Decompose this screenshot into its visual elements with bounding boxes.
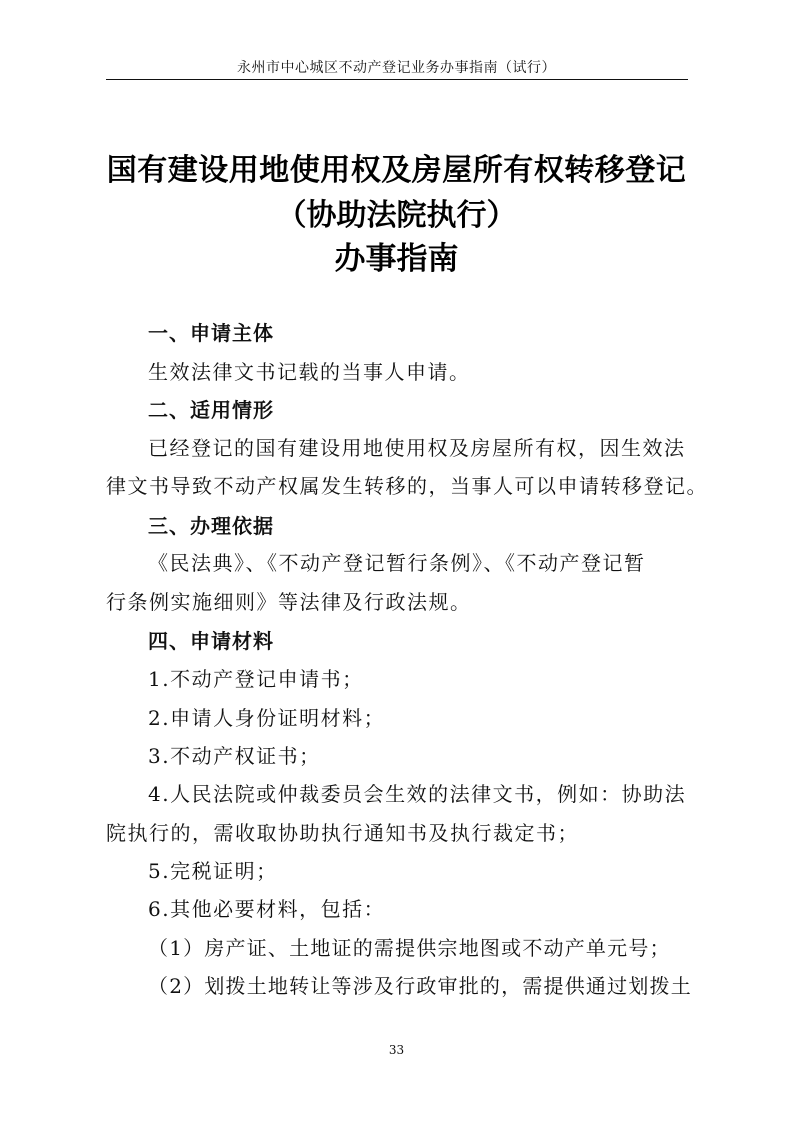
list-item: （2）划拨土地转让等涉及行政审批的，需提供通过划拨土 bbox=[148, 974, 692, 998]
body-line: 行条例实施细则》等法律及行政法规。 bbox=[106, 590, 472, 614]
document-title-line-1: 国有建设用地使用权及房屋所有权转移登记 bbox=[106, 153, 687, 188]
body-line: 律文书导致不动产权属发生转移的，当事人可以申请转移登记。 bbox=[106, 474, 708, 498]
body-line: 《民法典》、《不动产登记暂行条例》、《不动产登记暂 bbox=[148, 551, 646, 575]
list-item: 2.申请人身份证明材料； bbox=[148, 706, 386, 730]
body-line: 已经登记的国有建设用地使用权及房屋所有权，因生效法 bbox=[148, 436, 686, 460]
header-rule bbox=[106, 79, 688, 80]
list-item: 3.不动产权证书； bbox=[148, 744, 321, 768]
document-title-line-3: 办事指南 bbox=[334, 241, 459, 277]
list-item: 4.人民法院或仲裁委员会生效的法律文书，例如：协助法 bbox=[148, 782, 687, 806]
list-item: 5.完税证明； bbox=[148, 859, 278, 883]
running-header: 永州市中心城区不动产登记业务办事指南（试行） bbox=[237, 60, 556, 76]
list-item: 6.其他必要材料，包括： bbox=[148, 897, 386, 921]
page-number: 33 bbox=[388, 1043, 405, 1057]
body-line: 生效法律文书记载的当事人申请。 bbox=[148, 360, 471, 384]
list-item: 院执行的，需收取协助执行通知书及执行裁定书； bbox=[106, 821, 579, 845]
section-heading-legal-basis: 三、办理依据 bbox=[148, 514, 274, 538]
section-heading-materials: 四、申请材料 bbox=[148, 629, 274, 653]
list-item: 1.不动产登记申请书； bbox=[148, 667, 364, 691]
document-title-line-2: （协助法院执行） bbox=[276, 198, 517, 233]
section-heading-applicant: 一、申请主体 bbox=[148, 321, 274, 345]
section-heading-applicable-cases: 二、适用情形 bbox=[148, 398, 274, 422]
list-item: （1）房产证、土地证的需提供宗地图或不动产单元号； bbox=[148, 936, 671, 960]
